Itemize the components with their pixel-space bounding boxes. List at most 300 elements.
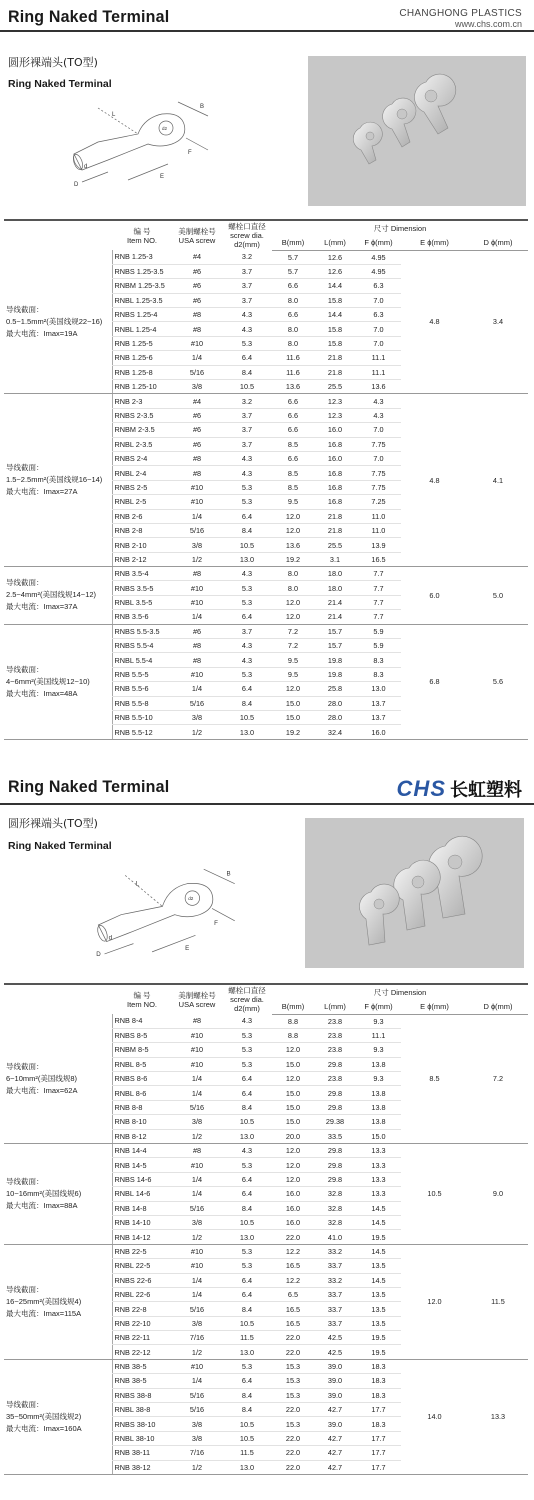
dim-label-b: B — [200, 104, 205, 110]
usa-screw-cell: 3/8 — [172, 1431, 222, 1445]
screw-dia-cell: 6.4 — [222, 509, 272, 523]
dim-b-cell: 11.6 — [272, 365, 314, 379]
screw-dia-cell: 5.3 — [222, 667, 272, 681]
dim-l-cell: 29.8 — [314, 1086, 356, 1100]
dim-l-cell: 14.4 — [314, 308, 356, 322]
usa-screw-cell: #10 — [172, 595, 222, 609]
dim-b-cell: 9.5 — [272, 495, 314, 509]
dim-d-big-cell: 4.1 — [468, 394, 528, 567]
page-title: Ring Naked Terminal — [8, 7, 170, 26]
item-no-cell: RNBL 2-5 — [112, 495, 172, 509]
col-screw-dia: 螺栓口直径 screw dia. d2(mm) — [222, 984, 272, 1014]
screw-dia-cell: 5.3 — [222, 1158, 272, 1172]
dim-l-cell: 41.0 — [314, 1230, 356, 1244]
dim-b-cell: 16.5 — [272, 1259, 314, 1273]
screw-dia-cell: 5.3 — [222, 480, 272, 494]
col-e: E ɸ(mm) — [401, 999, 468, 1014]
usa-screw-cell: #10 — [172, 581, 222, 595]
screw-dia-cell: 4.3 — [222, 639, 272, 653]
usa-screw-cell: 5/16 — [172, 523, 222, 537]
dim-f-cell: 17.7 — [356, 1460, 401, 1474]
usa-screw-cell: #8 — [172, 653, 222, 667]
screw-dia-cell: 8.4 — [222, 1388, 272, 1402]
dim-l-cell: 21.8 — [314, 351, 356, 365]
brand-url: www.chs.com.cn — [454, 19, 522, 29]
dim-b-cell: 9.5 — [272, 667, 314, 681]
dim-b-cell: 8.5 — [272, 466, 314, 480]
wire-spec-line: 导线截面： — [6, 664, 44, 674]
dim-b-cell: 12.2 — [272, 1244, 314, 1258]
item-no-cell: RNBL 8-5 — [112, 1057, 172, 1071]
screw-dia-cell: 5.3 — [222, 336, 272, 350]
dim-e-cell: 4.8 — [401, 250, 468, 394]
usa-screw-cell: 1/4 — [172, 1172, 222, 1186]
spec-table-2 — [4, 983, 528, 1475]
wire-spec-cell — [4, 394, 112, 567]
usa-screw-cell: 1/4 — [172, 682, 222, 696]
dim-f-cell: 7.7 — [356, 610, 401, 624]
item-no-cell: RNB 14-4 — [112, 1144, 172, 1158]
usa-screw-cell: 5/16 — [172, 1388, 222, 1402]
dim-b-cell: 6.6 — [272, 394, 314, 408]
dim-l-cell: 29.8 — [314, 1144, 356, 1158]
dim-b-cell: 15.0 — [272, 1086, 314, 1100]
dim-f-cell: 4.3 — [356, 394, 401, 408]
dim-f-cell: 13.3 — [356, 1158, 401, 1172]
usa-screw-cell: 5/16 — [172, 1403, 222, 1417]
table-row — [4, 1144, 528, 1158]
dim-e-cell: 6.0 — [401, 567, 468, 625]
usa-screw-cell: 5/16 — [172, 365, 222, 379]
item-no-cell: RNB 14-12 — [112, 1230, 172, 1244]
terminals-photo-illustration — [308, 56, 526, 206]
item-no-cell: RNB 5.5-12 — [112, 725, 172, 739]
item-no-cell: RNBS 5.5-4 — [112, 639, 172, 653]
dim-l-cell: 42.7 — [314, 1460, 356, 1474]
usa-screw-cell: 1/4 — [172, 1374, 222, 1388]
wire-spec-line: 最大电流：Imax=115A — [6, 1308, 82, 1318]
col-item: 编 号 Item NO. — [112, 220, 172, 250]
screw-dia-cell: 5.3 — [222, 1244, 272, 1258]
screw-dia-cell: 5.3 — [222, 1259, 272, 1273]
dim-f-cell: 18.3 — [356, 1388, 401, 1402]
catalog-page-2 — [0, 750, 534, 1500]
dim-l-cell: 39.0 — [314, 1388, 356, 1402]
dim-l-cell: 33.7 — [314, 1302, 356, 1316]
item-no-cell: RNB 38-11 — [112, 1446, 172, 1460]
dim-l-cell: 33.7 — [314, 1316, 356, 1330]
item-no-cell: RNB 2-12 — [112, 552, 172, 566]
item-no-cell: RNB 14-8 — [112, 1201, 172, 1215]
dim-d-big-cell: 5.0 — [468, 567, 528, 625]
usa-screw-cell: #6 — [172, 408, 222, 422]
dim-b-cell: 16.5 — [272, 1316, 314, 1330]
dim-l-cell: 12.6 — [314, 264, 356, 278]
table-row — [4, 1014, 528, 1028]
dim-l-cell: 19.8 — [314, 667, 356, 681]
dim-b-cell: 8.8 — [272, 1028, 314, 1042]
screw-dia-cell: 5.3 — [222, 1359, 272, 1373]
col-dimension: 尺寸 Dimension — [272, 220, 528, 235]
screw-dia-cell: 5.3 — [222, 595, 272, 609]
dim-f-cell: 13.0 — [356, 682, 401, 696]
dim-b-cell: 16.5 — [272, 1302, 314, 1316]
screw-dia-cell: 10.5 — [222, 1115, 272, 1129]
screw-dia-cell: 8.4 — [222, 365, 272, 379]
wire-spec-cell — [4, 1144, 112, 1245]
subtitle-cn: 圆形裸端头(TO型) — [8, 56, 98, 69]
dim-b-cell: 6.6 — [272, 423, 314, 437]
dim-f-cell: 5.9 — [356, 639, 401, 653]
screw-dia-cell: 4.3 — [222, 1014, 272, 1028]
item-no-cell: RNB 3.5-6 — [112, 610, 172, 624]
usa-screw-cell: 3/8 — [172, 538, 222, 552]
wire-spec-line: 导线截面： — [6, 1176, 44, 1186]
dim-l-cell: 14.4 — [314, 279, 356, 293]
usa-screw-cell: #6 — [172, 423, 222, 437]
dim-l-cell: 39.0 — [314, 1359, 356, 1373]
item-no-cell: RNB 1.25-8 — [112, 365, 172, 379]
dim-b-cell: 15.0 — [272, 1115, 314, 1129]
wire-spec-line: 最大电流：Imax=27A — [6, 487, 78, 497]
terminal-drawing — [88, 862, 243, 957]
dim-f-cell: 18.3 — [356, 1359, 401, 1373]
item-no-cell: RNB 2-6 — [112, 509, 172, 523]
dim-b-cell: 6.6 — [272, 279, 314, 293]
screw-dia-cell: 13.0 — [222, 1345, 272, 1359]
screw-dia-cell: 4.3 — [222, 308, 272, 322]
dim-f-cell: 16.5 — [356, 552, 401, 566]
dim-l-cell: 12.3 — [314, 408, 356, 422]
dim-f-cell: 15.0 — [356, 1129, 401, 1143]
screw-dia-cell: 11.5 — [222, 1331, 272, 1345]
item-no-cell: RNB 22-10 — [112, 1316, 172, 1330]
usa-screw-cell: 3/8 — [172, 1417, 222, 1431]
dim-b-cell: 12.2 — [272, 1273, 314, 1287]
usa-screw-cell: #8 — [172, 308, 222, 322]
usa-screw-cell: #10 — [172, 1244, 222, 1258]
dim-b-cell: 8.5 — [272, 437, 314, 451]
screw-dia-cell: 3.7 — [222, 293, 272, 307]
dim-f-cell: 7.7 — [356, 567, 401, 581]
dim-b-cell: 6.5 — [272, 1287, 314, 1301]
dim-l-cell: 32.4 — [314, 725, 356, 739]
screw-dia-cell: 3.2 — [222, 394, 272, 408]
dim-l-cell: 42.7 — [314, 1446, 356, 1460]
item-no-cell: RNB 8-8 — [112, 1100, 172, 1114]
screw-dia-cell: 6.4 — [222, 351, 272, 365]
subtitle-cn: 圆形裸端头(TO型) — [8, 817, 98, 830]
dim-label-d2: d2 — [162, 126, 168, 131]
dim-l-cell: 15.7 — [314, 639, 356, 653]
screw-dia-cell: 4.3 — [222, 653, 272, 667]
dim-e-cell: 4.8 — [401, 394, 468, 567]
dim-l-cell: 29.8 — [314, 1057, 356, 1071]
wire-spec-line: 10~16mm²(美国线规6) — [6, 1188, 82, 1198]
dim-l-cell: 12.6 — [314, 250, 356, 264]
col-f: F ɸ(mm) — [356, 999, 401, 1014]
dim-b-cell: 13.6 — [272, 538, 314, 552]
dim-f-cell: 4.95 — [356, 250, 401, 264]
usa-screw-cell: 1/4 — [172, 610, 222, 624]
screw-dia-cell: 10.5 — [222, 1215, 272, 1229]
dim-b-cell: 5.7 — [272, 250, 314, 264]
wire-spec-line: 导线截面： — [6, 578, 44, 588]
dim-b-cell: 8.0 — [272, 322, 314, 336]
table-body — [4, 250, 528, 739]
dim-b-cell: 22.0 — [272, 1431, 314, 1445]
dim-f-cell: 7.0 — [356, 451, 401, 465]
dim-b-cell: 15.3 — [272, 1388, 314, 1402]
screw-dia-cell: 5.3 — [222, 1028, 272, 1042]
screw-dia-cell: 13.0 — [222, 1460, 272, 1474]
dim-f-cell: 9.3 — [356, 1072, 401, 1086]
dim-b-cell: 6.6 — [272, 408, 314, 422]
item-no-cell: RNB 8-10 — [112, 1115, 172, 1129]
usa-screw-cell: 1/4 — [172, 1086, 222, 1100]
wire-spec-line: 最大电流：Imax=62A — [6, 1085, 78, 1095]
dim-b-cell: 12.0 — [272, 1072, 314, 1086]
usa-screw-cell: #6 — [172, 293, 222, 307]
dim-f-cell: 19.5 — [356, 1331, 401, 1345]
item-no-cell: RNBS 2-5 — [112, 480, 172, 494]
dim-f-cell: 4.3 — [356, 408, 401, 422]
usa-screw-cell: #10 — [172, 1359, 222, 1373]
dim-label-d: d — [108, 934, 113, 942]
dim-l-cell: 23.8 — [314, 1028, 356, 1042]
dim-f-cell: 13.6 — [356, 380, 401, 394]
title-rule — [0, 803, 534, 805]
usa-screw-cell: 3/8 — [172, 380, 222, 394]
item-no-cell: RNB 1.25-10 — [112, 380, 172, 394]
col-f: F ɸ(mm) — [356, 235, 401, 250]
dim-f-cell: 7.0 — [356, 322, 401, 336]
dim-l-cell: 29.8 — [314, 1158, 356, 1172]
spec-table-1 — [4, 219, 528, 740]
wire-spec-line: 导线截面： — [6, 1284, 44, 1294]
dim-l-cell: 29.8 — [314, 1172, 356, 1186]
usa-screw-cell: 1/4 — [172, 509, 222, 523]
dim-b-cell: 6.6 — [272, 451, 314, 465]
item-no-cell: RNBS 3.5-5 — [112, 581, 172, 595]
item-no-cell: RNBL 38-8 — [112, 1403, 172, 1417]
dim-e-cell: 10.5 — [401, 1144, 468, 1245]
usa-screw-cell: #8 — [172, 1014, 222, 1028]
item-no-cell: RNBS 38-8 — [112, 1388, 172, 1402]
wire-spec-line: 导线截面： — [6, 463, 44, 473]
dim-f-cell: 13.7 — [356, 696, 401, 710]
dim-b-cell: 5.7 — [272, 264, 314, 278]
screw-dia-cell: 3.2 — [222, 250, 272, 264]
dim-label-f: F — [214, 920, 218, 927]
item-no-cell: RNB 5.5-5 — [112, 667, 172, 681]
col-b: B(mm) — [272, 999, 314, 1014]
col-usa-screw: 美制螺栓号 USA screw — [172, 220, 222, 250]
dim-f-cell: 11.1 — [356, 365, 401, 379]
col-b: B(mm) — [272, 235, 314, 250]
title-rule — [0, 30, 534, 32]
dim-l-cell: 33.7 — [314, 1259, 356, 1273]
dim-f-cell: 13.8 — [356, 1115, 401, 1129]
item-no-cell: RNB 38-5 — [112, 1359, 172, 1373]
dim-b-cell: 12.0 — [272, 509, 314, 523]
dim-b-cell: 12.0 — [272, 1158, 314, 1172]
dim-b-cell: 22.0 — [272, 1403, 314, 1417]
dim-f-cell: 13.5 — [356, 1316, 401, 1330]
dim-f-cell: 5.9 — [356, 624, 401, 638]
usa-screw-cell: #10 — [172, 1259, 222, 1273]
wire-spec-line: 最大电流：Imax=37A — [6, 602, 78, 612]
item-no-cell: RNB 22-11 — [112, 1331, 172, 1345]
screw-dia-cell: 6.4 — [222, 1273, 272, 1287]
usa-screw-cell: 1/4 — [172, 1273, 222, 1287]
dim-f-cell: 7.0 — [356, 336, 401, 350]
dim-b-cell: 15.0 — [272, 1057, 314, 1071]
usa-screw-cell: #4 — [172, 394, 222, 408]
dim-b-cell: 16.0 — [272, 1187, 314, 1201]
table-row — [4, 567, 528, 581]
dim-b-cell: 8.0 — [272, 336, 314, 350]
dim-b-cell: 8.0 — [272, 293, 314, 307]
dim-e-cell: 6.8 — [401, 624, 468, 739]
dim-b-cell: 12.0 — [272, 1172, 314, 1186]
screw-dia-cell: 3.7 — [222, 624, 272, 638]
usa-screw-cell: #10 — [172, 1158, 222, 1172]
dim-f-cell: 14.5 — [356, 1244, 401, 1258]
col-dimension: 尺寸 Dimension — [272, 984, 528, 999]
item-no-cell: RNBS 38-10 — [112, 1417, 172, 1431]
dim-b-cell: 13.6 — [272, 380, 314, 394]
col-l: L(mm) — [314, 999, 356, 1014]
item-no-cell: RNBS 1.25-4 — [112, 308, 172, 322]
dim-f-cell: 13.3 — [356, 1172, 401, 1186]
wire-spec-cell — [4, 250, 112, 394]
wire-spec-line: 导线截面： — [6, 1061, 44, 1071]
item-no-cell: RNBS 14-6 — [112, 1172, 172, 1186]
dim-f-cell: 13.8 — [356, 1057, 401, 1071]
usa-screw-cell: #10 — [172, 480, 222, 494]
dim-l-cell: 23.8 — [314, 1043, 356, 1057]
dim-l-cell: 39.0 — [314, 1417, 356, 1431]
dim-f-cell: 7.7 — [356, 581, 401, 595]
item-no-cell: RNB 5.5-10 — [112, 711, 172, 725]
screw-dia-cell: 10.5 — [222, 711, 272, 725]
dim-f-cell: 14.5 — [356, 1215, 401, 1229]
item-no-cell: RNB 5.5-8 — [112, 696, 172, 710]
usa-screw-cell: 3/8 — [172, 711, 222, 725]
dim-label-b: B — [226, 870, 231, 878]
usa-screw-cell: #10 — [172, 1028, 222, 1042]
item-no-cell: RNBL 22-5 — [112, 1259, 172, 1273]
screw-dia-cell: 6.4 — [222, 1287, 272, 1301]
dim-f-cell: 4.95 — [356, 264, 401, 278]
dim-f-cell: 11.0 — [356, 509, 401, 523]
dim-l-cell: 15.8 — [314, 336, 356, 350]
dim-label-e: E — [160, 174, 165, 180]
screw-dia-cell: 13.0 — [222, 725, 272, 739]
usa-screw-cell: 3/8 — [172, 1316, 222, 1330]
screw-dia-cell: 8.4 — [222, 1302, 272, 1316]
item-no-cell: RNB 8-4 — [112, 1014, 172, 1028]
dim-l-cell: 16.0 — [314, 451, 356, 465]
usa-screw-cell: 1/4 — [172, 1187, 222, 1201]
screw-dia-cell: 10.5 — [222, 380, 272, 394]
dim-l-cell: 33.7 — [314, 1287, 356, 1301]
dim-label-dd: D — [96, 951, 101, 957]
dim-l-cell: 15.8 — [314, 293, 356, 307]
usa-screw-cell: 1/4 — [172, 351, 222, 365]
dim-f-cell: 18.3 — [356, 1417, 401, 1431]
item-no-cell: RNB 2-3 — [112, 394, 172, 408]
screw-dia-cell: 8.4 — [222, 1403, 272, 1417]
dim-b-cell: 12.0 — [272, 595, 314, 609]
dim-l-cell: 25.5 — [314, 380, 356, 394]
dim-d-big-cell: 3.4 — [468, 250, 528, 394]
dim-f-cell: 6.3 — [356, 308, 401, 322]
usa-screw-cell: 1/2 — [172, 725, 222, 739]
dim-b-cell: 16.0 — [272, 1201, 314, 1215]
col-d-big: D ɸ(mm) — [468, 999, 528, 1014]
screw-dia-cell: 11.5 — [222, 1446, 272, 1460]
usa-screw-cell: #8 — [172, 639, 222, 653]
dim-b-cell: 22.0 — [272, 1460, 314, 1474]
item-no-cell: RNBL 1.25-3.5 — [112, 293, 172, 307]
dim-l-cell: 3.1 — [314, 552, 356, 566]
wire-spec-cell — [4, 1244, 112, 1359]
dim-f-cell: 11.1 — [356, 1028, 401, 1042]
usa-screw-cell: 3/8 — [172, 1215, 222, 1229]
usa-screw-cell: 5/16 — [172, 696, 222, 710]
screw-dia-cell: 6.4 — [222, 1172, 272, 1186]
col-e: E ɸ(mm) — [401, 235, 468, 250]
dim-f-cell: 13.5 — [356, 1287, 401, 1301]
item-no-cell: RNBM 8-5 — [112, 1043, 172, 1057]
dim-l-cell: 39.0 — [314, 1374, 356, 1388]
dim-f-cell: 13.3 — [356, 1144, 401, 1158]
logo-cn: 长虹塑料 — [450, 780, 522, 801]
dim-l-cell: 21.8 — [314, 365, 356, 379]
dim-f-cell: 9.3 — [356, 1014, 401, 1028]
item-no-cell: RNBL 38-10 — [112, 1431, 172, 1445]
item-no-cell: RNB 22-12 — [112, 1345, 172, 1359]
dim-l-cell: 28.0 — [314, 696, 356, 710]
dim-l-cell: 21.4 — [314, 595, 356, 609]
screw-dia-cell: 3.7 — [222, 279, 272, 293]
dim-b-cell: 16.0 — [272, 1215, 314, 1229]
dim-l-cell: 12.3 — [314, 394, 356, 408]
wire-spec-line: 35~50mm²(美国线规2) — [6, 1411, 82, 1421]
terminal-drawing — [68, 98, 218, 188]
usa-screw-cell: 1/2 — [172, 1230, 222, 1244]
screw-dia-cell: 4.3 — [222, 451, 272, 465]
usa-screw-cell: #6 — [172, 264, 222, 278]
dim-label-f: F — [188, 150, 192, 156]
dim-label-dd: D — [74, 182, 79, 188]
dim-f-cell: 13.8 — [356, 1100, 401, 1114]
item-no-cell: RNBS 1.25-3.5 — [112, 264, 172, 278]
screw-dia-cell: 8.4 — [222, 1100, 272, 1114]
dim-l-cell: 23.8 — [314, 1072, 356, 1086]
brand-name: CHANGHONG PLASTICS — [399, 8, 522, 19]
usa-screw-cell: #10 — [172, 1057, 222, 1071]
item-no-cell: RNBS 2-4 — [112, 451, 172, 465]
item-no-cell: RNBL 5.5-4 — [112, 653, 172, 667]
dim-b-cell: 22.0 — [272, 1331, 314, 1345]
screw-dia-cell: 5.3 — [222, 1043, 272, 1057]
screw-dia-cell: 3.7 — [222, 264, 272, 278]
table-body — [4, 1014, 528, 1475]
dim-d-big-cell: 9.0 — [468, 1144, 528, 1245]
